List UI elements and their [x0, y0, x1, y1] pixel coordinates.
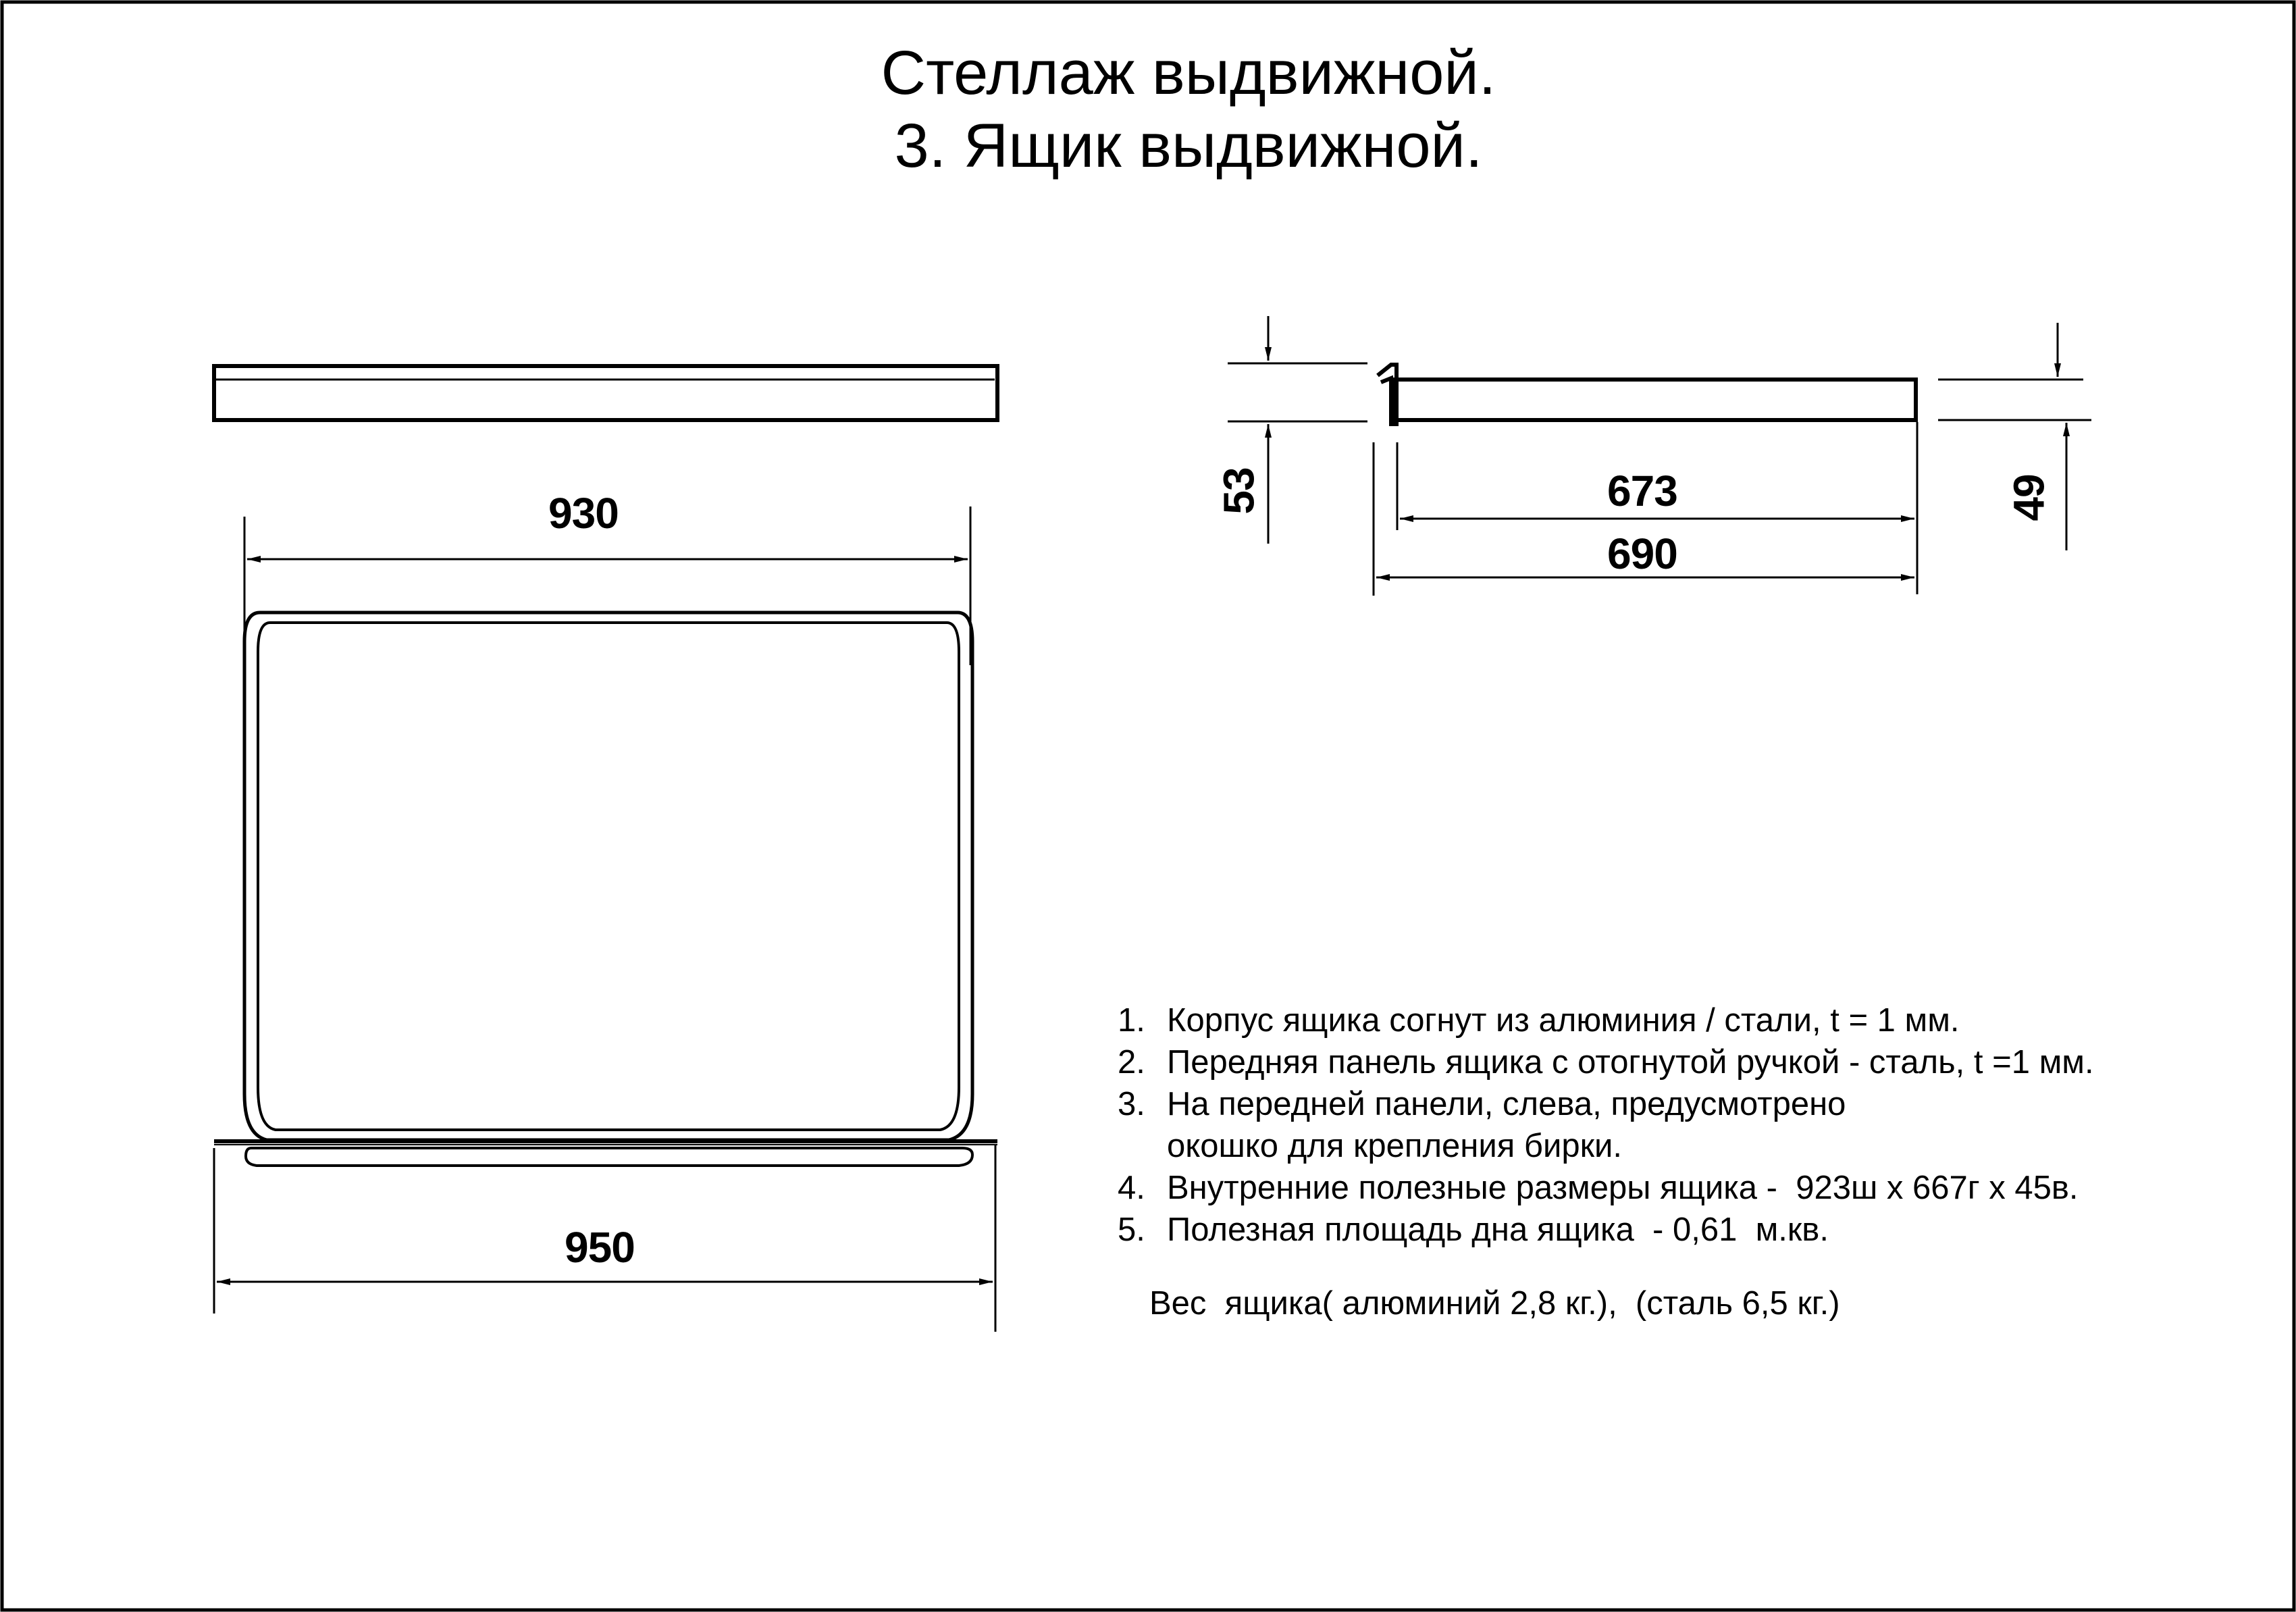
dimension-53-label: 53	[1214, 467, 1263, 515]
weight-note: Вес ящика( алюминий 2,8 кг.), (сталь 6,5 кг.)	[1149, 1285, 1840, 1322]
note-number: 5.	[1118, 1212, 1145, 1248]
note-number	[1118, 1125, 1167, 1167]
note-item	[1118, 1083, 2094, 1125]
page-border	[2, 2, 2294, 1610]
note-item	[1118, 1209, 2094, 1251]
note-item	[1118, 999, 2094, 1041]
dimension-950-label: 950	[565, 1223, 635, 1272]
note-text: Корпус ящика согнут из алюминия / стали, t = 1 мм.	[1167, 1002, 1960, 1039]
top-view-plate	[214, 366, 997, 420]
front-view-drawer	[214, 613, 997, 1166]
note-item	[1118, 1125, 2094, 1167]
note-text: окошко для крепления бирки.	[1167, 1128, 1622, 1164]
note-text: Передняя панель ящика с отогнутой ручкой - сталь, t =1 мм.	[1167, 1044, 2094, 1081]
dimension-930-label: 930	[548, 489, 619, 538]
note-item	[1118, 1167, 2094, 1209]
note-number: 2.	[1118, 1044, 1145, 1081]
side-view-drawer	[1378, 365, 1916, 424]
dimension-673-label: 673	[1607, 467, 1677, 515]
dimension-690-label: 690	[1607, 529, 1677, 578]
note-number: 4.	[1118, 1170, 1145, 1206]
dimension-49-label: 49	[2004, 474, 2054, 521]
note-text: На передней панели, слева, предусмотрено	[1167, 1086, 1846, 1122]
note-number: 3.	[1118, 1086, 1145, 1122]
note-item	[1118, 1041, 2094, 1083]
note-number: 1.	[1118, 1002, 1145, 1039]
drawing-title-line-2: 3. Ящик выдвижной.	[894, 111, 1483, 180]
note-text: Полезная площадь дна ящика - 0,61 м.кв.	[1167, 1212, 1829, 1248]
notes-list	[1118, 999, 2094, 1251]
drawing-title-line-1: Стеллаж выдвижной.	[881, 38, 1496, 107]
note-text: Внутренние полезные размеры ящика - 923ш х 667г х 45в.	[1167, 1170, 2079, 1206]
